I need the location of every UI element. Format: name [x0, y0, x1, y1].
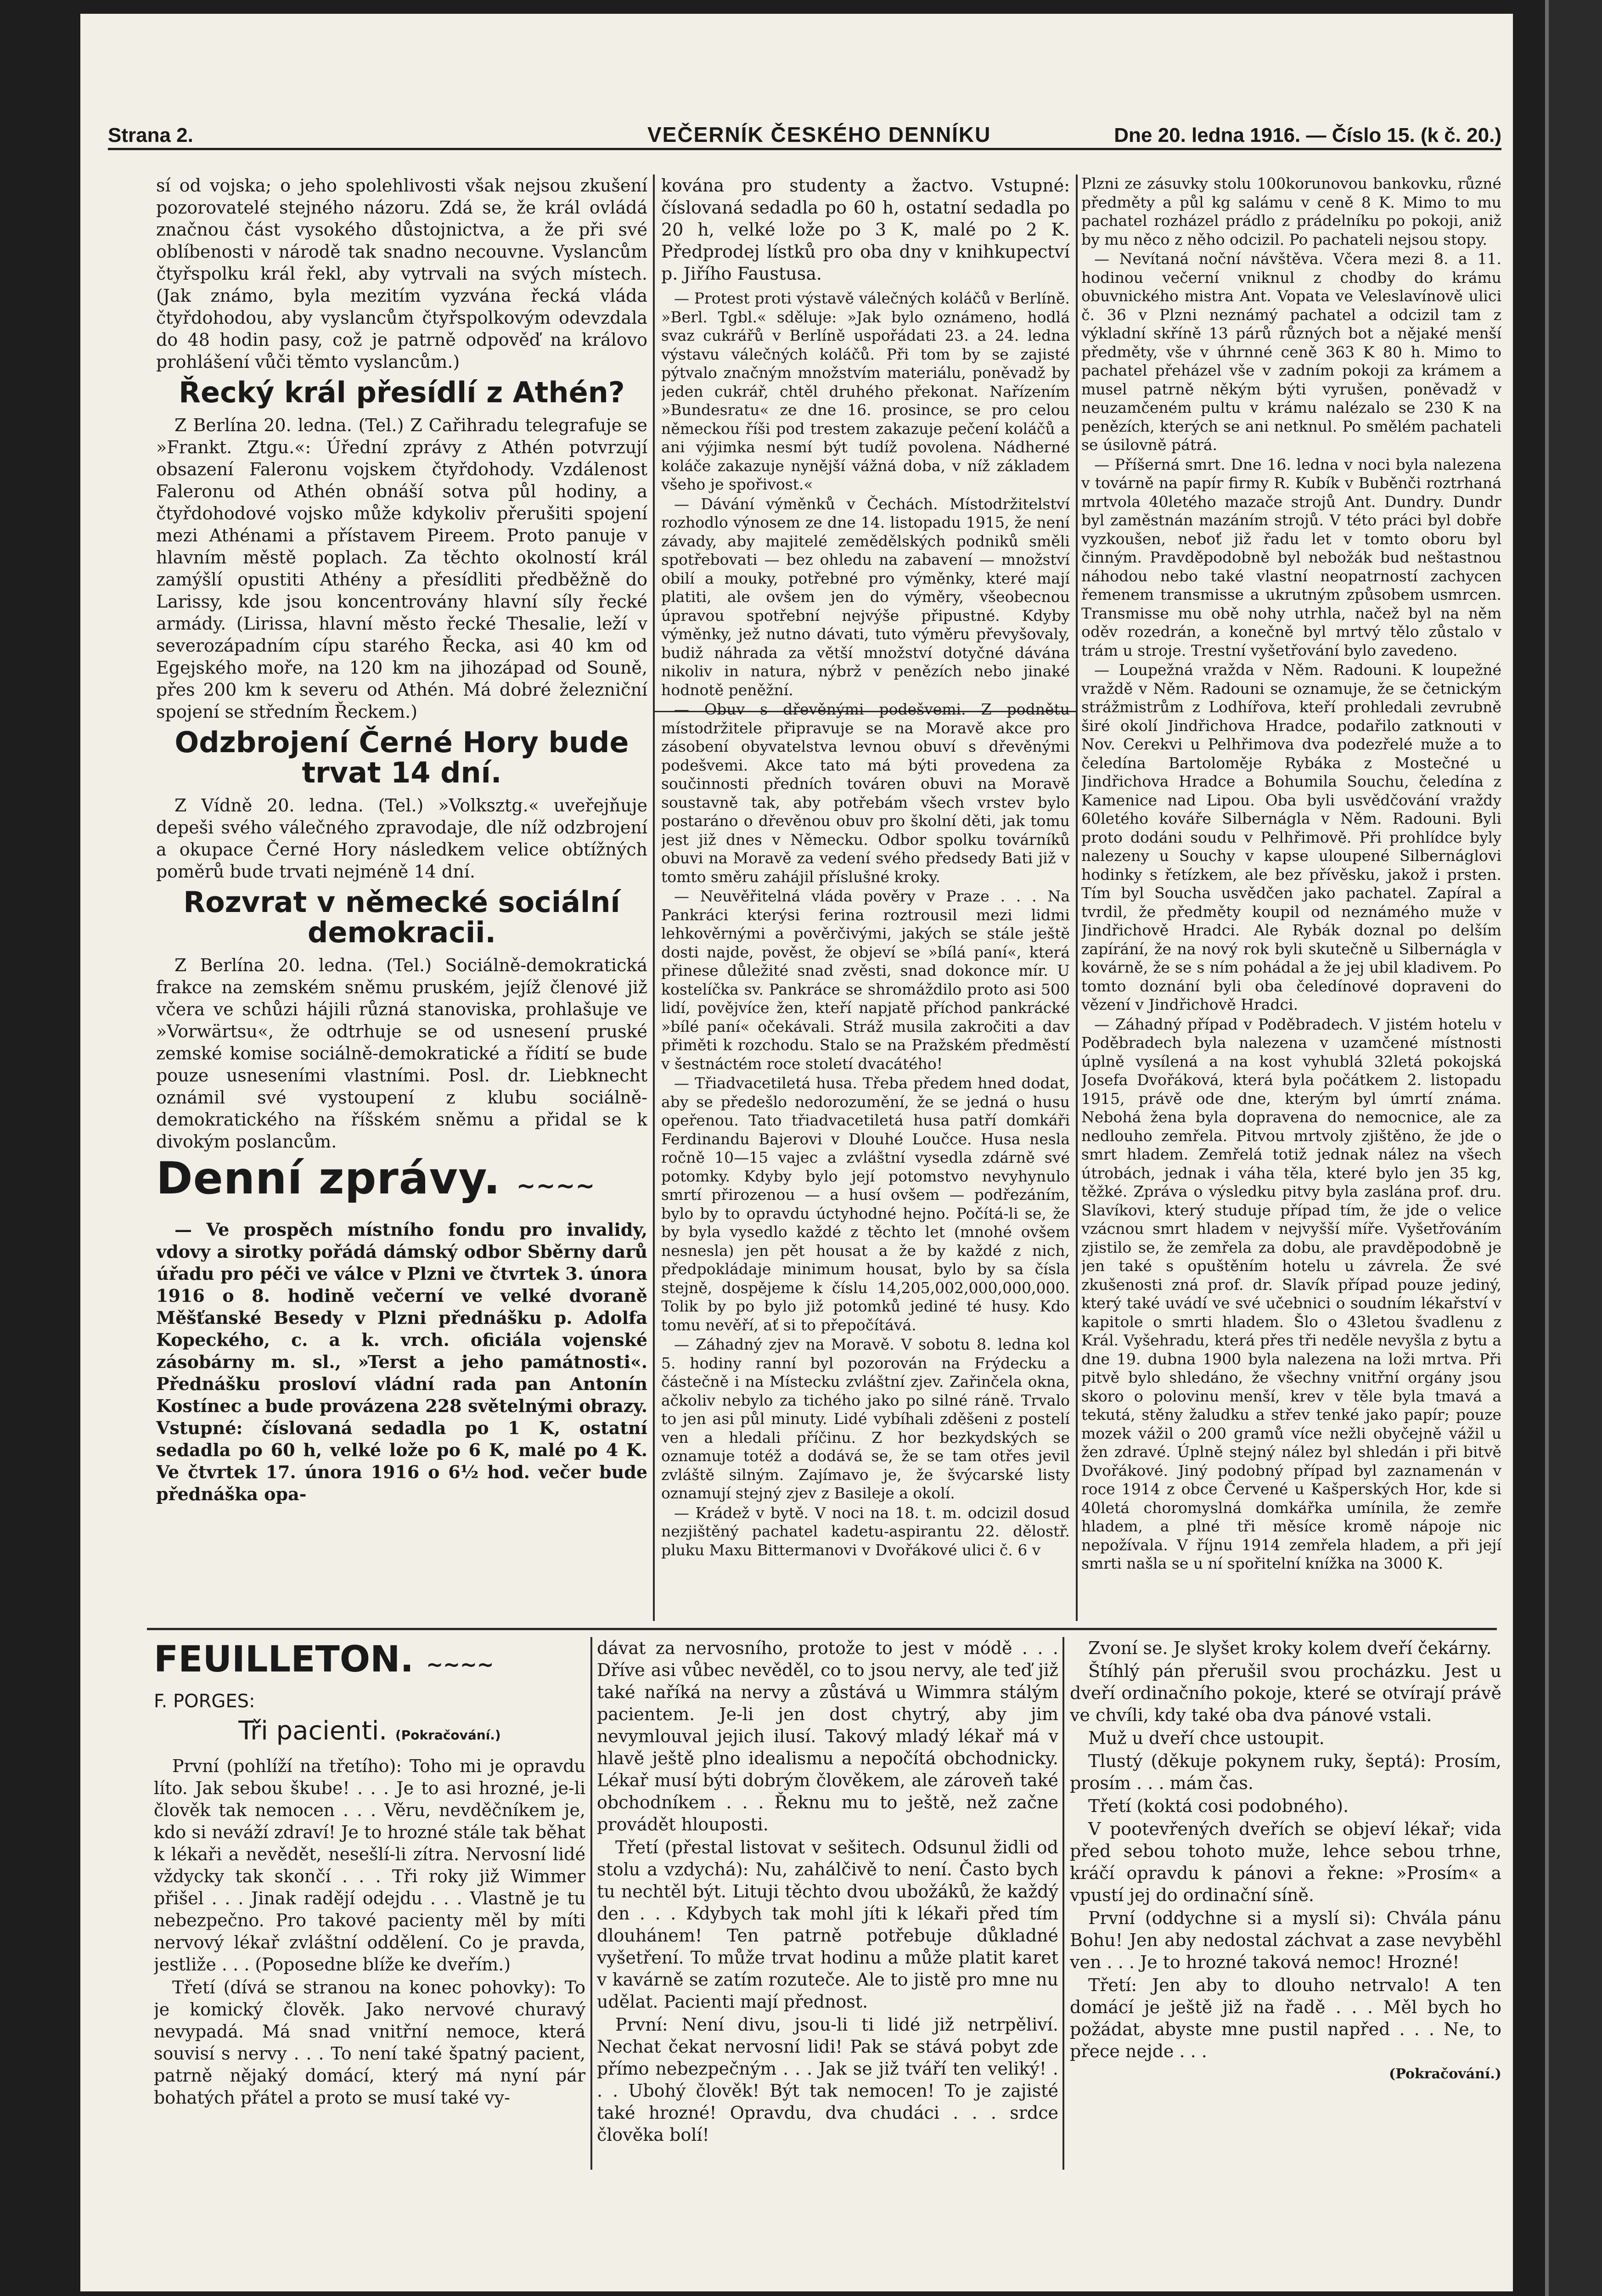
column-2	[661, 174, 1070, 1621]
article-wooden-shoes: — Obuv s dřevěnými podešvemi. Z podnětu místodržitele připravuje se na Moravě akce pro zásobení obyvatelstva levnou obuví s dřevěnými podešvemi. Akce tato má býti provedena za součinnosti předních továren obuvi na Moravě soustavně tak, aby potřebám všech vrstev bylo postaráno o dřevěnou obuv pro školní děti, jak tomu jest již dnes v Německu. Odbor spolku továrníků obuvi na Moravě za vedení svého předsedy Bati již v tomto směru zahájil příslušné kroky.	[661, 700, 1070, 886]
issue-date: Dne 20. ledna 1916. — Číslo 15. (k č. 20.)	[1114, 124, 1501, 146]
feuilleton-paragraph: Muž u dveří chce ustoupit.	[1088, 1728, 1325, 1748]
feuilleton-paragraph: Třetí (koktá cosi podobného).	[1088, 1796, 1349, 1816]
article-robbery-murder: — Loupežná vražda v Něm. Radouni. K loupežné vraždě v Něm. Radouni se oznamuje, že se četnickým strážmistrům z Lodhířova, kteří prohledali zevrubně širé okolí Jindřichova Hradce, podařilo zatknouti v Nov. Cerekvi u Pelhřimova dva podezřelé muže a to čeledína Bartoloměje Rybáka z Mostečné u Jindřichova Hradce a Bohumila Souchu, čeledína z Kamenice nad Lipou. Oba byli usvědčování vraždy 60letého kováře Silbernágla v Něm. Radouni. Byli proto dodáni soudu v Pelhřimově. Při prohlídce byly nalezeny u Souchy v kapse uloupené Silbernáglovi hodinky s řetízkem, ale bez přívěsku, jakož i prsten. Tím byl Soucha usvědčen jako pachatel. Zapíral a tvrdil, že předměty koupil od neznámého muže v Jindřichově Hradci. Ale Rybák doznal po delším zapírání, že na nový rok byli skutečně u Silbernágla v kovárně, že se s ním pohádal a že jej ubil kladivem. Po tomto doznání byli oba čeledínové dopraveni do vězení v Jindřichově Hradci.	[1081, 661, 1501, 1013]
article-montenegro: Z Vídně 20. ledna. (Tel.) »Volksztg.« uveřejňuje depeši svého válečného zpravodaje, dle níž odzbrojení a okupace Černé Hory následkem velice obtížných poměrů bude trvati nejméně 14 dní.	[156, 795, 647, 882]
article-theft: — Krádež v bytě. V noci na 18. t. m. odcizil dosud nezjištěný pachatel kadetu-aspirantu 22. dělostř. pluku Maxu Bittermanovi v Dvořákové ulici č. 6 v	[661, 1503, 1070, 1559]
feuilleton-paragraph: Štíhlý pán přerušil svou procházku. Jest u dveří ordinačního pokoje, které se otvírají právě ve chvíli, kdy také oba dva pánové vstali.	[1070, 1661, 1501, 1725]
column-rule	[653, 174, 655, 1621]
feuilleton-column-3	[1070, 1637, 1501, 2170]
article-goose: — Třiadvacetiletá husa. Třeba předem hned dodat, aby se předešlo nedorozumění, že se jedná o husu opeřenou. Tato třiadvacetiletá husa patří domkáři Ferdinandu Bajerovi v Dlouhé Loučce. Husa nesla ročně 10—15 vajec a zvláštní vysedla zdárně své potomky. Kdyby bylo její potomstvo nevyhynulo smrtí přirozenou — a husí ovšem — podřezáním, bylo by to opravdu úctyhodné hejno. Počítá-li se, že by byla vysedlo každé z těchto let (mnohé ovšem nesnesla) jen pět housat a že by každé z nich, předpokládaje minimum housat, bylo by sa čísla stejně, dospějeme k číslu 14,205,002,000,000,000. Tolik by po bylo již potomků jediné té husy. Kdo tomu nevěří, ať si to přepočítává.	[661, 1074, 1070, 1334]
article-podebrady-case: — Záhadný případ v Poděbradech. V jistém hotelu v Poděbradech byla nalezena v uzamčené místnosti úplně vysílená a na kost vyhublá 32letá pokojská Josefa Dvořáková, která byla počátkem 2. listopadu 1915, právě ode dne, kterým byl úmrtí známa. Nebohá žena byla dopravena do nemocnice, ale za nedlouho zemřela. Pitvou mrtvoly zjištěno, že jde o smrt hladem. Zemřelá totiž jednak nález na všech útrobách, jednak i váha těla, které bylo jen 35 kg, těžké. Zpráva o výsledku pitvy byla zaslána prof. dru. Slavíkovi, který studuje případ tím, že jde o velice vzácnou smrt hladem v nejvyšší míře. Vyšetřováním zjistilo se, že zemřela za dobu, ale pravděpodobně je jen také s opuštěním hotelu u závrela. Že své zkušenosti zná prof. dr. Slavík případ pouze jediný, který také uvádí ve své učebnici o soudním lékařství v kapitole o smrti hladem. Šlo o 43letou švadlenu z Král. Vyšehradu, která přes tři neděle nevyšla z bytu a dne 19. dubna 1900 byla nalezena na loži mrtva. Při pitvě bylo shledáno, že všechny vnitřní orgány jsou skoro o polovinu menší, krev v těle byla tmavá a tekutá, stěny žaludku a střev tenké jako papír; pouze mozek vážil o 200 gramů více nežli obyčejně vážil u žen zdravé. Úplně stejný nález byl shledán i při bitvě Dvořákové. Jiný podobný případ byl zaznamenán v roce 1914 z obce Červené u Kašperských Hor, kde si 40letá choromyslná domkářka umínila, že zemře hladem, a plné tři měsíce kromě nápoje nic nepožívala. V říjnu 1914 zemřela hladem, a při její smrti našla se u ní spořitelní knížka na 3000 K.	[1081, 1015, 1501, 1572]
article-superstition: — Neuvěřitelná vláda pověry v Praze . . . Na Pankráci kterýsi ferina roztrousil mezi lidmi lehkověrnými a pověrčivými, jakých se stále ještě dosti najde, pověst, že objeví se »bílá paní«, která přinese důležité snad zvěsti, snad dokonce mír. U kostelíčka sv. Pankráce se shromáždilo proto asi 500 lidí, povějvíce žen, kteří napjatě příchod pankrácké »bílé paní« očekávali. Stráž musila zakročiti a dav přiměti k rozchodu. Stalo se na Pražském předměstí v šestnáctém roce století dvacátého!	[661, 887, 1070, 1073]
article-war-cakes: — Protest proti výstavě válečných koláčů v Berlíně. »Berl. Tgbl.« sděluje: »Jak bylo oznámeno, hodlá svaz cukrářů v Berlíně uspořádati 23. a 24. ledna výstavu válečných koláčů. Při tom by se zajisté pýtvalo značným množstvím materiálu, poněvadž by jeden cukrář, chtěl druhého překonat. Nařízením »Bundesratu« ze dne 16. prosince, se pro celou německou říši pod trestem zakazuje pečení koláčů a ani výjimka nesmí být tudíž povolena. Nádherné koláče zakazuje nynější vážná doba, v níž základem všeho je spořivost.«	[661, 289, 1070, 493]
feuilleton-paragraph: Třetí: Jen aby to dlouho netrvalo! A ten domácí je ještě již na řadě . . . Měl bych ho požádat, abyste mne pustil napřed . . . Ne, to přece nejde . . .	[1070, 1975, 1501, 2061]
feuilleton-paragraph: Třetí (dívá se stranou na konec pohovky): To je komický člověk. Jako nervové churavý nevypadá. Má snad vnitřní nemoce, která souvisí s nervy . . . To není také špatný pacient, patrně nějaký domácí, který má nyní pár bohatých přátel a proto se musí také vy-	[154, 1977, 585, 2108]
article-moravia-phenomenon: — Záhadný zjev na Moravě. V sobotu 8. ledna kol 5. hodiny ranní byl pozorován na Frýdecku a částečně i na Místecku zvláštní zjev. Zařinčela okna, ačkoliv nebylo za tichého jako po silné ráně. Trvalo to jen asi půl minuty. Lidé vybíhali zděšeni z postelí ven a hledali příčinu. Z hor bezkydských se oznamuje totéž a dodává se, že se tam otřes jevil zvláště silným. Zajímavo je, že švýcarské listy oznamují stejný zjev z Basileje a okolí.	[661, 1335, 1070, 1502]
headline-greek-king: Řecký král přesídlí z Athén?	[179, 376, 625, 409]
headline-montenegro: Odzbrojení Černé Hory bude trvat 14 dní.	[174, 726, 629, 789]
masthead: VEČERNÍK ČESKÉHO DENNÍKU	[647, 123, 991, 146]
column-rule	[590, 1637, 592, 2170]
column-3	[1081, 174, 1501, 1621]
feuilleton-subtitle: Tři pacienti. (Pokračování.)	[238, 1716, 501, 1746]
article-theft-continuation: Plzni ze zásuvky stolu 100korunovou bankovku, různé předměty a půl kg salámu v ceně 8 K. Mimo to mu pachatel rozházel prádlo z prádelníku po pokoji, aniž by mu něco z něho odcizil. Po pachateli nejsou stopy.	[1081, 174, 1501, 248]
feuilleton-paragraph: První (pohlíží na třetího): Toho mi je opravdu líto. Jak sebou škube! . . . Je to asi hrozné, je-li člověk tak nemocen . . . Věru, nevděčníkem je, kdo si neváží zdraví! Je to hrozné stále tak běhat k lékaři a nevědět, nesešlí-li zítra. Nervosní lidé vždycky tak skončí . . . Tři roky již Wimmer přišel . . . Jinak radějí odejdu . . . Vlastně je tu nebezpečno. Pro takové pacienty měl by míti nervový lékař zvláštní oddělení. Co je pravda, jestliže . . . (Poposedne blíže ke dveřím.)	[154, 1756, 585, 1975]
column-1	[156, 174, 647, 1621]
article-terrible-death: — Příšerná smrt. Dne 16. ledna v noci byla nalezena v továrně na papír firmy R. Kubík v Buběnči roztrhaná mrtvola 40letého mazače strojů Ant. Dundry. Dundr byl zaměstnán mazáním strojů. V této práci byl dobře vyzkoušen, neboť již řadu let v tomto oboru byl činným. Pravděpodobně byl nebožák bud neštastnou náhodou nebo také vlastní neopatrností zachycen řemenem transmisse a ukrutným způsobem usmrcen. Transmisse mu obě nohy utrhla, načež byl na něm oděv rozedrán, a konečně byl mrtvý tělo zůstalo v trám u stroje. Trestní vyšetřování bylo zavedeno.	[1081, 455, 1501, 659]
page-number: Strana 2.	[108, 124, 193, 146]
feuilleton-paragraph: Zvoní se. Je slyšet kroky kolem dveří čekárny.	[1088, 1638, 1492, 1658]
column-rule	[1076, 174, 1078, 1621]
article-lecture-continuation: kována pro studenty a žactvo. Vstupné: číslovaná sedadla po 60 h, ostatní sedadla po 20 h, velké lože po 3 K, malé po 2 K. Předprodej lístků pro oba dny v knihkupectví p. Jiřího Faustusa.	[661, 175, 1070, 284]
feuilleton-paragraph: Tlustý (děkuje pokynem ruky, šeptá): Prosím, prosím . . . mám čas.	[1070, 1751, 1501, 1793]
column-rule	[1062, 1637, 1064, 2170]
feuilleton-paragraph: V pootevřených dveřích se objeví lékař; vida před sebou tohoto muže, lehce sebou trhne, kráčí opravdu k pánovi a řekne: »Prosím« a vpustí jej do ordinační síně.	[1070, 1819, 1501, 1905]
feuilleton-paragraph: Třetí (přestal listovat v sešitech. Odsunul židli od stolu a vzdychá): Nu, zahálčivě to není. Často bych tu nechtěl být. Lituji těchto dvou ubožáků, že každý den . . . Kdybych tak mohl jíti k lékaři před tím dlouhánem! Ten patrně potřebuje důkladné vyšetření. To může trvat hodinu a může platit karet v kavárně se zatím rozuteče. Ale to jistě pro mne nu udělat. Pacienti mají přednost.	[597, 1837, 1058, 2012]
feuilleton-paragraph: První (oddychne si a myslí si): Chvála pánu Bohu! Jen aby nedostal záchvat a zase nevyběhl ven . . . Je to hrozné taková nemoc! Hrozné!	[1070, 1908, 1501, 1972]
headline-social-democracy: Rozvrat v německé sociální demokracii.	[183, 885, 620, 949]
article-social-democracy: Z Berlína 20. ledna. (Tel.) Sociálně-demokratická frakce na zemském sněmu pruském, jejíž členové již včera ve schůzi hájili různá stanoviska, prohlašuje ve »Vorwärtsu«, že odtrhuje se od usnesení pruské zemské komise sociálně-demokratické a řídití se bude pouze usneseními vlastními. Posl. dr. Liebknecht oznámil své vystoupení z klubu sociálně-demokratického na říšském sněmu a přidal se k divokým poslancům.	[156, 955, 647, 1152]
feuilleton-rule	[147, 1628, 1497, 1630]
article-invalid-fund: — Ve prospěch místního fondu pro invalidy, vdovy a sirotky pořádá dámský odbor Sběrny darů úřadu pro péči ve válce v Plzni ve čtvrtek 3. února 1916 o 8. hodině večerní ve velké dvoraně Měšťanské Besedy v Plzni přednášku p. Adolfa Kopeckého, c. a k. vrch. oficiála vojenské zásobárny m. sl., »Terst a jeho památnosti«. Přednášku prosloví vládní rada pan Antonín Kostínec a bude provázena 228 světelnými obrazy. Vstupné: číslovaná sedadla po 1 K, ostatní sedadla po 60 h, velké lože po 6 K, malé po 4 K. Ve čtvrtek 17. února 1916 o 6½ hod. večer bude přednáška opa-	[156, 1219, 647, 1504]
feuilleton-paragraph: dávat za nervosního, protože to jest v módě . . . Dříve asi vůbec nevěděl, co to jsou nervy, ale teď již také naříká na nervy a zůstává u Wimmra stálým pacientem. Je-li jen dost chytrý, aby jim nevymlouval jejich ilusí. Takový mladý lékař má v hlavě ještě plno idealismu a nepočítá obchodnicky. Lékař musí býti dobrým člověkem, ale zároveň také obchodníkem . . . Řeknu mu to ještě, než začne provádět hlouposti.	[597, 1638, 1058, 1835]
continued-note: (Pokračování.)	[1389, 2066, 1501, 2082]
feuilleton-column-2	[597, 1637, 1058, 2170]
article-greek-king: Z Berlína 20. ledna. (Tel.) Z Cařihradu telegrafuje se »Frankt. Ztgu.«: Úřední zprávy z Athén potvrzují obsazení Faleronu vojskem čtyřdohody. Vzdálenost Faleronu od Athén obnáší sotva půl hodiny, a čtyřdohodové vojsko může kdykoliv přerušiti spojení mezi Athénami a přístavem Pireem. Proto panuje v hlavním městě poplach. Za těchto okolností král zamýšlí opustiti Athény a přesídliti předběžně do Larissy, kde jsou koncentrovány hlavní síly řecké armády. (Lirissa, hlavní město řecké Thesalie, leží v severozápadním cípu starého Řecka, asi 40 km od Egejského moře, na 120 km na jihozápad od Souně, přes 200 km k severu od Athén. Má dobré železniční spojení se středním Řeckem.)	[156, 415, 647, 722]
feuilleton-author: F. PORGES:	[154, 1691, 255, 1712]
article-continuation: sí od vojska; o jeho spolehlivosti však nejsou zkušení pozorovatelé stejného názoru. Zdá se, že král ovládá značnou část vysokého důstojnictva, a že při své oblíbenosti v národě tak snadno necouvne. Vyslancům čtyřspolku král řekl, aby vytrvali na svých místech. (Jak známo, byla mezitím vyzvána řecká vláda čtyřdohodou, aby vyslancům čtyřspolkovým odevzdala do 48 hodin pasy, což je patrně odpověď na královo prohlášení vůči těmto vyslancům.)	[156, 175, 647, 372]
feuilleton-paragraph: První: Není divu, jsou-li ti lidé již netrpěliví. Nechat čekat nervosní lidi! Pak se stává pobyt zde přímo nebezpečným . . . Jak se již tváří ten veliký! . . . Ubohý člověk! Být tak nemocen! To je zajisté také hrozné! Opravdu, dva chudáci . . . srdce člověka bolí!	[597, 2015, 1058, 2145]
feuilleton-title: FEUILLETON. ~~~~	[154, 1639, 494, 1680]
article-night-visit: — Nevítaná noční návštěva. Včera mezi 8. a 11. hodinou večerní vniknul z chodby do krámu obuvnického mistra Ant. Vopata ve Veleslavínově ulici č. 36 v Plzni neznámý pachatel a odcizil tam z výkladní skříně 13 párů různých bot a nějaké menší předměty, vše v úhrnné ceně 363 K 80 h. Mimo to pachatel přeházel vše v zadním pokoji za krámem a musel patrně někým býti vyrušen, poněvadž v neuzamčeném pultu v krámu nalézalo se 230 K na penězích, kterých se ani netknul. Po smělém pachateli se úsilovně pátrá.	[1081, 250, 1501, 454]
page-header	[108, 120, 1501, 150]
feuilleton-column-1	[154, 1637, 585, 2170]
section-title-denni-zpravy: Denní zprávy. ~~~~	[156, 1153, 596, 1204]
article-vymenky: — Dávání výměnků v Čechách. Místodržitelství rozhodlo výnosem ze dne 14. listopadu 1915, že není závady, aby majitelé zemědělských podniků směli spotřebovati — bez ohledu na zabavení — množství obilí a mouky, potřebné pro výměnky, které mají platiti, ale ovšem jen do výměry, všeobecnou úpravou spotřební nejvýše připustné. Kdyby výměnky, jež nutno dávati, tuto výměru převyšovaly, budiž náhrada za větší množství dotyčné dávána nikoliv in natura, nýbrž v penězích nebo jinaké hodnotě peněžní.	[661, 495, 1070, 699]
scan-border	[1545, 0, 1602, 2296]
